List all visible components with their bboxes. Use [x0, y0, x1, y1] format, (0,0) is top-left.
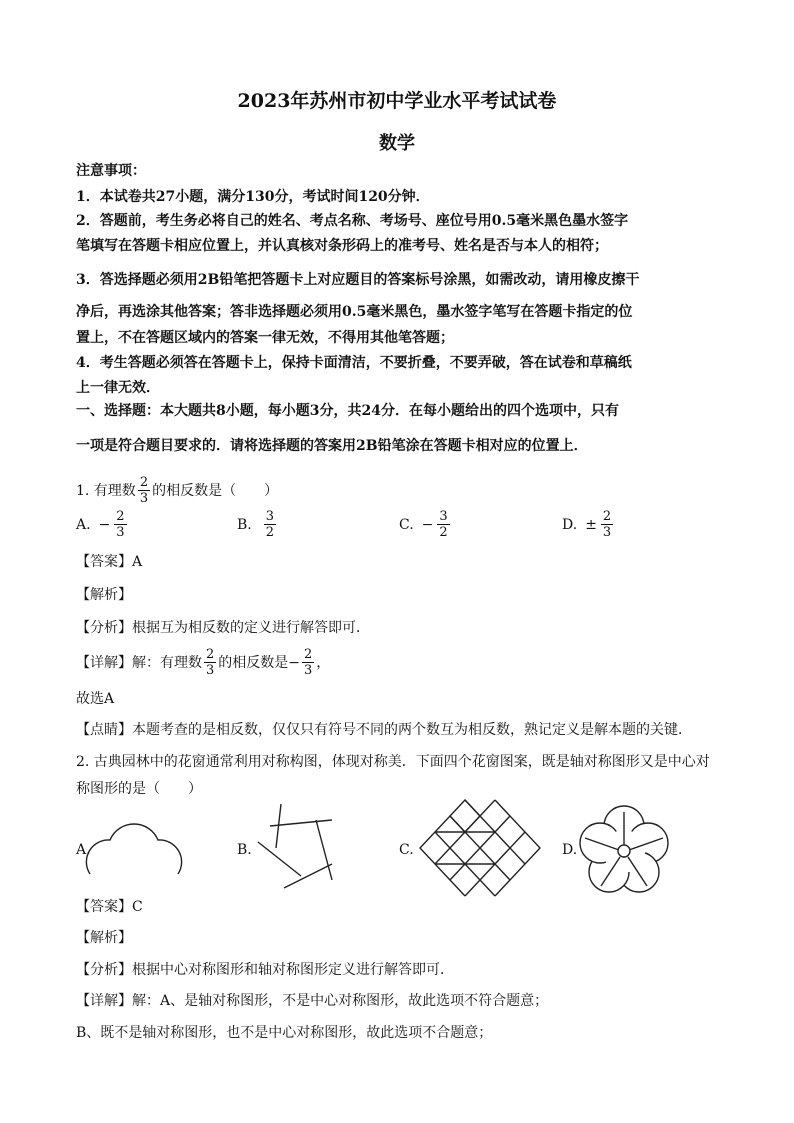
q2-figure-d [579, 806, 669, 896]
q1-answer [76, 552, 142, 572]
xiangjie-mid: 的相反数是 [218, 654, 289, 671]
q1-fraction-num: 2 [139, 475, 149, 490]
answer-tag: 【答案】 [76, 554, 132, 570]
fraction-den: 3 [304, 663, 313, 678]
fraction-num: 2 [206, 647, 215, 662]
option-num: 3 [265, 509, 275, 524]
q1-stem-suffix: 的相反数是（ ） [152, 482, 279, 499]
plum-blossom [580, 806, 668, 892]
option-sign: ± [585, 516, 597, 533]
q1-stem [76, 476, 278, 505]
notice-heading: 注意事项： [76, 163, 146, 179]
cloud-outline [86, 824, 181, 874]
q2-xiangjie [76, 991, 548, 1011]
pentagon-lines [258, 804, 332, 888]
q2-figure-a [82, 812, 192, 902]
q1-xiangjie [76, 648, 330, 677]
xiangjie-sign: − [288, 654, 301, 671]
q2-line-b: B、既不是轴对称图形，也不是中心对称图形，故此选项不合题意； [76, 1025, 493, 1041]
exam-subject: 数学 [379, 133, 415, 154]
option-den: 2 [265, 525, 275, 540]
xiangjie-prefix: 解：有理数 [132, 654, 202, 671]
section-heading: 一、选择题：本大题共8小题，每小题3分，共24分．在每小题给出的四个选项中，只有 [76, 403, 619, 419]
option-den: 3 [116, 525, 125, 540]
option-sign: − [98, 516, 111, 533]
fenxi-text: 根据中心对称图形和轴对称图形定义进行解答即可． [132, 962, 454, 978]
q2-option-a-label: A. [76, 842, 91, 858]
notice-line: 4．考生答题必须答在答题卡上，保持卡面清洁，不要折叠，不要弄破，答在试卷和草稿纸 [76, 355, 632, 371]
option-fraction [437, 510, 449, 539]
option-fraction [264, 510, 276, 539]
xiangjie-tag: 【详解】 [76, 654, 132, 671]
option-label: D. [562, 516, 578, 533]
xiangjie-fraction [302, 648, 314, 677]
notice-line: 置上，不在答题区域内的答案一律无效，不得用其他笔答题； [76, 330, 454, 346]
xiangjie-end: ， [316, 654, 331, 671]
q1-fraction-den: 3 [139, 491, 149, 506]
answer-value: C [132, 899, 143, 915]
q1-option-d [562, 510, 615, 539]
q2-figure-b [256, 804, 366, 894]
q1-fenxi [76, 618, 370, 638]
answer-tag: 【答案】 [76, 899, 132, 915]
q2-stem-line: 称图形的是（ ） [76, 781, 202, 797]
q1-option-b [237, 510, 278, 539]
q2-analysis-tag: 【解析】 [76, 930, 132, 946]
q2-fenxi [76, 960, 454, 980]
xiangjie-tag: 【详解】 [76, 993, 132, 1009]
dianjing-tag: 【点睛】 [76, 722, 132, 738]
q1-option-a [76, 510, 129, 539]
lattice-pattern [420, 800, 540, 896]
q1-option-c [399, 510, 452, 539]
q2-option-c-label: C. [399, 842, 414, 858]
option-den: 2 [439, 525, 448, 540]
fenxi-tag: 【分析】 [76, 962, 132, 978]
q1-dianjing [76, 720, 692, 740]
notice-line: 上一律无效． [76, 380, 160, 396]
fraction-num: 2 [304, 647, 313, 662]
notice-line: 2．答题前，考生务必将自己的姓名、考点名称、考场号、座位号用0.5毫米黑色墨水签字 [76, 213, 629, 229]
q1-conclusion: 故选A [76, 691, 115, 707]
option-label: A. [76, 516, 91, 533]
option-num: 2 [602, 509, 612, 524]
option-num: 3 [439, 509, 448, 524]
notice-line: 净后，再选涂其他答案；答非选择题必须用0.5毫米黑色，墨水签字笔写在答题卡指定的位 [76, 304, 633, 320]
option-label: C. [399, 516, 414, 533]
q2-stem-line: 2. 古典园林中的花窗通常利用对称构图，体现对称美．下面四个花窗图案，既是轴对称图形又是中心对 [76, 754, 710, 770]
option-fraction [114, 510, 126, 539]
option-sign: − [421, 516, 434, 533]
fenxi-text: 根据互为相反数的定义进行解答即可． [132, 620, 370, 636]
section-heading: 一项是符合题目要求的．请将选择题的答案用2B铅笔涂在答题卡相对应的位置上． [76, 438, 588, 454]
dianjing-text: 本题考查的是相反数，仅仅只有符号不同的两个数互为相反数，熟记定义是解本题的关键． [132, 722, 692, 738]
option-fraction [601, 510, 613, 539]
q2-figure-c [418, 809, 558, 889]
fraction-den: 3 [206, 663, 215, 678]
xiangjie-fraction [204, 648, 216, 677]
option-label: B. [237, 516, 252, 533]
q2-option-d-label: D. [562, 842, 578, 858]
notice-line: 笔填写在答题卡相应位置上，并认真核对条形码上的准考号、姓名是否与本人的相符； [76, 238, 608, 254]
option-num: 2 [116, 509, 125, 524]
notice-line: 1．本试卷共27小题，满分130分，考试时间120分钟． [76, 189, 430, 205]
q1-analysis-tag: 【解析】 [76, 587, 132, 603]
q2-answer [76, 897, 143, 917]
answer-value: A [132, 554, 143, 570]
fenxi-tag: 【分析】 [76, 620, 132, 636]
xiangjie-text: 解：A、是轴对称图形，不是中心对称图形，故此选项不符合题意； [132, 993, 549, 1009]
option-den: 3 [602, 525, 612, 540]
q2-option-b-label: B. [237, 842, 252, 858]
q1-stem-prefix: 1. 有理数 [76, 482, 136, 499]
notice-line: 3．答选择题必须用2B铅笔把答题卡上对应题目的答案标号涂黑，如需改动，请用橡皮擦干 [76, 272, 640, 288]
exam-title: 2023年苏州市初中学业水平考试试卷 [237, 90, 557, 112]
q1-fraction [138, 476, 150, 505]
